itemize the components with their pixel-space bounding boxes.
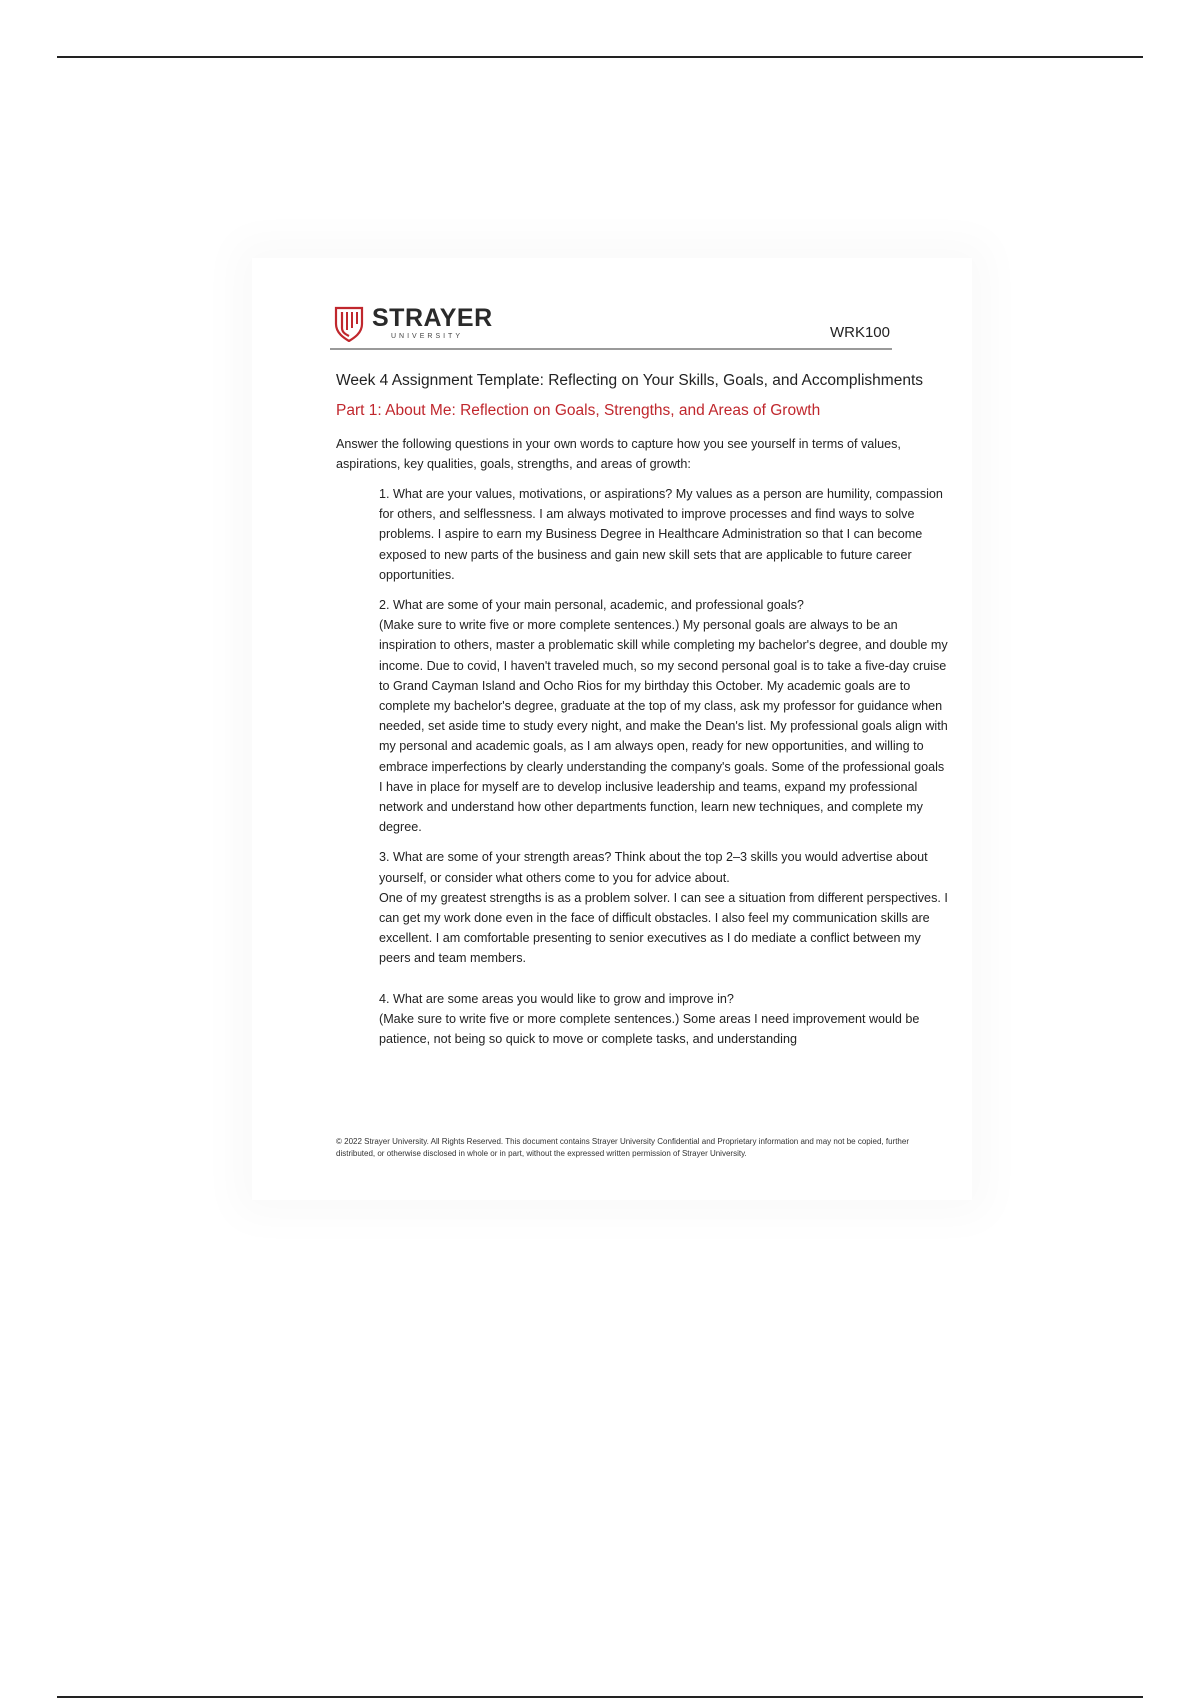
question-3-answer: One of my greatest strengths is as a problem solver. I can see a situation from different perspectives. I can get my work done even in the face of difficult obstacles. I also feel my communication skills are excellent. I am comfortable presenting to senior executives as I do mediate a conflict between my peers and team members. — [379, 890, 948, 966]
copyright-footer: © 2022 Strayer University. All Rights Reserved. This document contains Strayer University Confidential and Proprietary information and may not be copied, further distributed, or otherwise disclosed in whole or in part, without the expressed written permission of Strayer University. — [336, 1137, 909, 1158]
question-2-prompt: 2. What are some of your main personal, academic, and professional goals? — [379, 598, 804, 613]
part-heading: Part 1: About Me: Reflection on Goals, Strengths, and Areas of Growth — [336, 402, 821, 419]
question-4-prompt: 4. What are some areas you would like to grow and improve in? — [379, 991, 734, 1006]
top-divider — [57, 56, 1143, 58]
logo-subtext: UNIVERSITY — [391, 333, 464, 340]
question-1-text: 1. What are your values, motivations, or aspirations? My values as a person are humility, compassion for others, and selflessness. I am always motivated to improve processes and find ways to solve problems. I aspire to earn my Business Degree in Healthcare Administration so that I can become exposed to new parts of the business and gain new skill sets that are applicable to future career opportunities. — [379, 487, 943, 582]
bottom-divider — [57, 1696, 1143, 1698]
question-4 — [379, 989, 948, 1050]
shield-logo-icon — [334, 306, 364, 342]
question-4-answer: (Make sure to write five or more complete sentences.) Some areas I need improvement would be patience, not being so quick to move or complete tasks, and understanding — [379, 1011, 920, 1047]
question-2-answer: (Make sure to write five or more complete sentences.) My personal goals are always to be an inspiration to others, master a problematic skill while completing my bachelor's degree, and double my income. Due to covid, I haven't traveled much, so my second personal goal is to take a five-day cruise to Grand Cayman Island and Ocho Rios for my birthday this October. My academic goals are to complete my bachelor's degree, graduate at the top of my class, ask my professor for guidance when needed, set aside time to study every night, and make the Dean's list. My professional goals align with my personal and academic goals, as I am always open, ready for new opportunities, and willing to embrace imperfections by clearly understanding the company's goals. Some of the professional goals I have in place for myself are to develop inclusive leadership and teams, expand my professional network and understand how other departments function, learn new techniques, and complete my degree. — [379, 618, 948, 835]
document-title: Week 4 Assignment Template: Reflecting on Your Skills, Goals, and Accomplishments — [336, 372, 924, 389]
question-1 — [379, 484, 948, 585]
document-body — [336, 370, 948, 1059]
logo-wordmark: STRAYER — [372, 304, 493, 332]
intro-paragraph: Answer the following questions in your own words to capture how you see yourself in terms of values, aspirations, key qualities, goals, strengths, and areas of growth: — [336, 437, 901, 471]
document-page — [252, 258, 972, 1200]
strayer-logo — [334, 304, 504, 344]
question-2 — [379, 595, 948, 837]
document-header — [330, 304, 892, 350]
question-3 — [379, 847, 948, 968]
course-code: WRK100 — [829, 324, 890, 341]
question-3-prompt: 3. What are some of your strength areas? Think about the top 2–3 skills you would advertise about yourself, or consider what others come to you for advice about. — [379, 850, 928, 885]
